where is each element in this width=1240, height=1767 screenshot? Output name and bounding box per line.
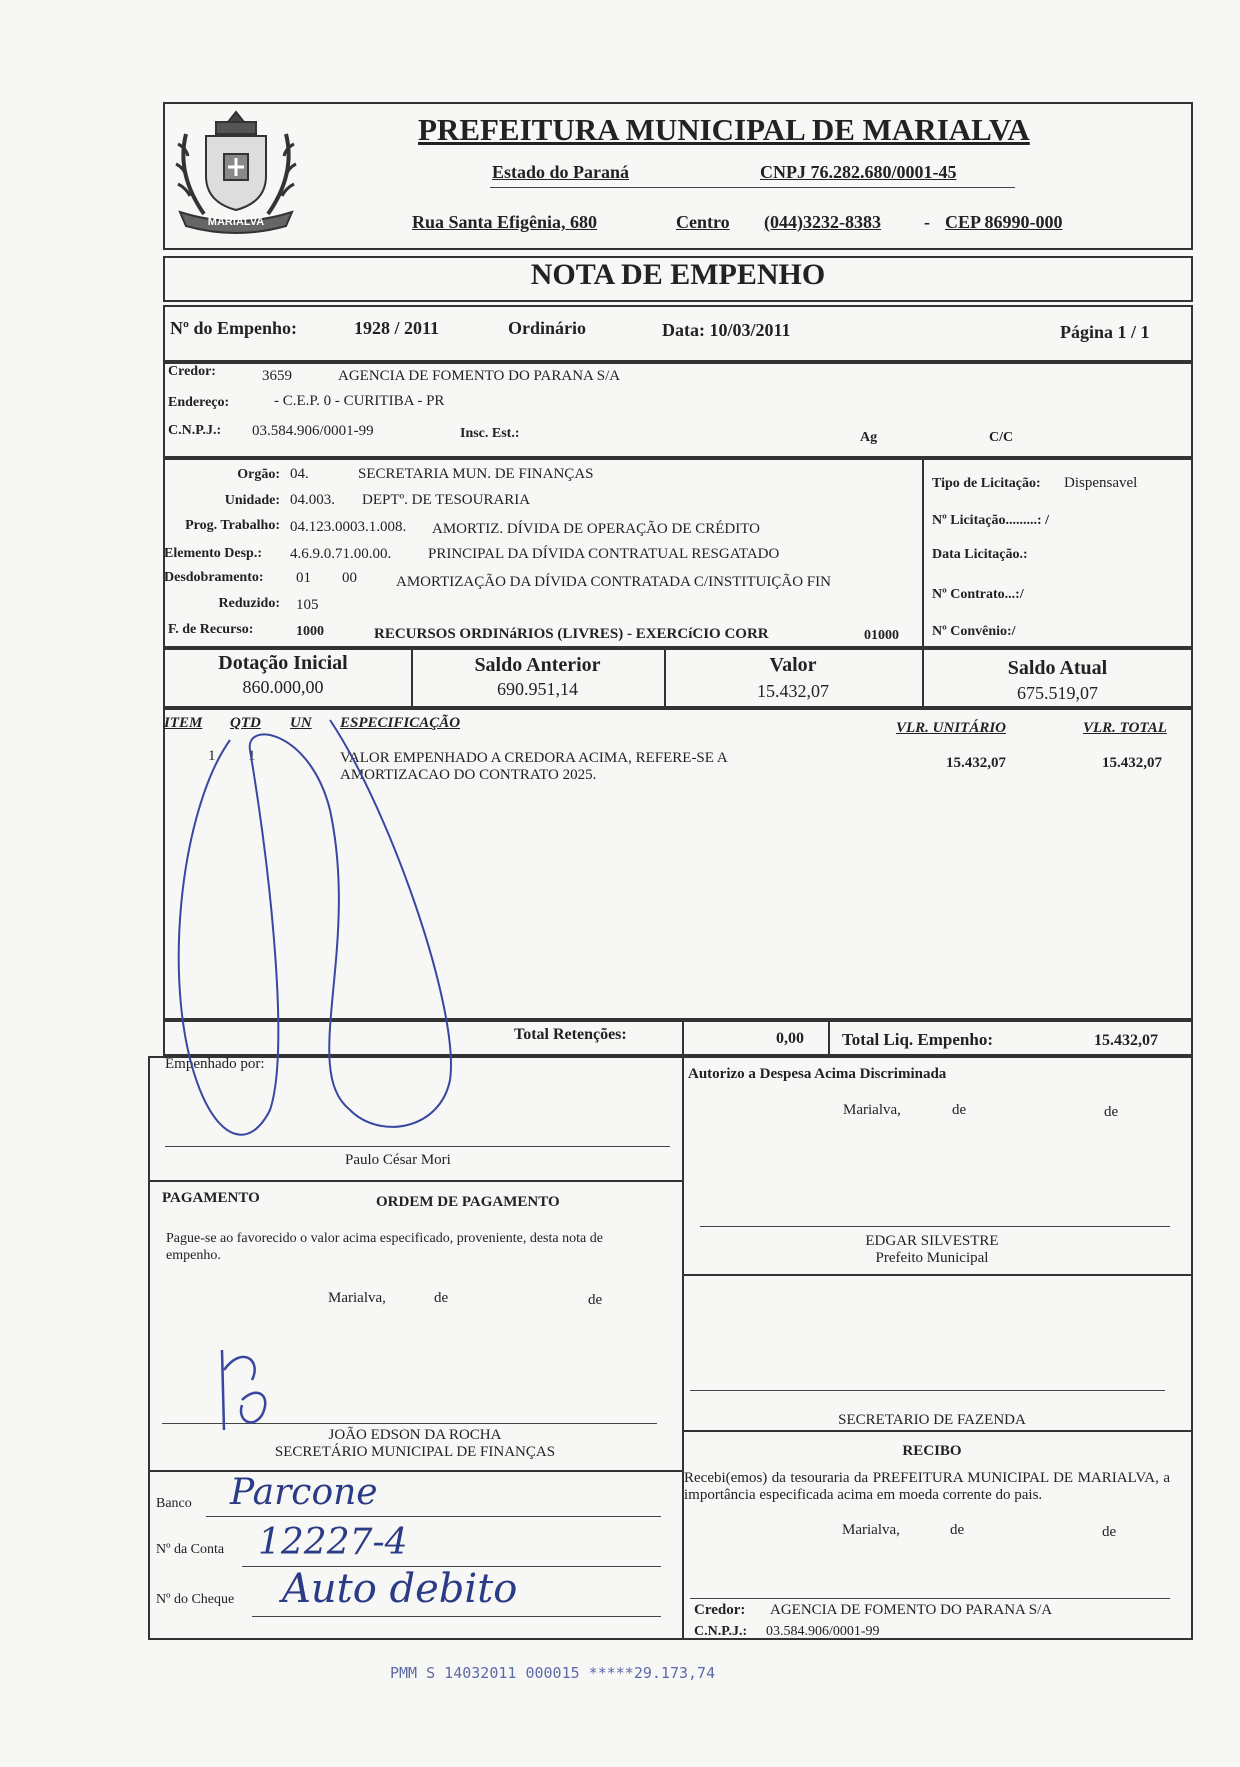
empenhado-name: Paulo César Mori xyxy=(345,1152,451,1168)
elemento-name: PRINCIPAL DA DÍVIDA CONTRATUAL RESGATADO xyxy=(428,546,780,562)
item-spec-line2: AMORTIZACAO DO CONTRATO 2025. xyxy=(340,767,597,783)
licitacao-divider xyxy=(922,458,924,648)
recibo-city: Marialva, xyxy=(842,1522,900,1538)
prefeito-signature-line xyxy=(700,1226,1170,1227)
bottom-stamp: PMM S 14032011 000015 *****29.173,74 xyxy=(390,1664,716,1682)
prog-name: AMORTIZ. DÍVIDA DE OPERAÇÃO DE CRÉDITO xyxy=(432,521,760,537)
licitacao-date: Data Licitação.: xyxy=(932,547,1028,562)
left-div-pagamento xyxy=(148,1180,682,1182)
credor-label: Credor: xyxy=(168,364,216,379)
prefeito-name: EDGAR SILVESTRE xyxy=(865,1233,999,1249)
contract-number: Nº Contrato...:/ xyxy=(932,587,1024,602)
credor-name: AGENCIA DE FOMENTO DO PARANA S/A xyxy=(338,368,621,384)
col-specification: ESPECIFICAÇÃO xyxy=(340,715,461,731)
desdobramento-a: 01 xyxy=(296,570,311,586)
credor-box xyxy=(163,362,1193,458)
empenho-number: 1928 / 2011 xyxy=(354,318,440,338)
item-number: 1 xyxy=(208,748,216,764)
licitacao-number: Nº Licitação.........: / xyxy=(932,513,1049,528)
recibo-cnpj: 03.584.906/0001-99 xyxy=(766,1624,880,1639)
state-name: Estado do Paraná xyxy=(492,162,630,182)
autorizo-label: Autorizo a Despesa Acima Discriminada xyxy=(688,1066,947,1082)
dotacao-value: 860.000,00 xyxy=(242,677,324,697)
state-underline xyxy=(490,187,1015,188)
banco-label: Banco xyxy=(156,1496,192,1511)
totals-div-1 xyxy=(682,1020,684,1056)
col-unit-value: VLR. UNITÁRIO xyxy=(896,720,1007,736)
separator: - xyxy=(924,212,930,232)
recibo-de2: de xyxy=(1102,1524,1117,1540)
item-spec-line1: VALOR EMPENHADO A CREDORA ACIMA, REFERE-SE A xyxy=(340,750,728,766)
recibo-credor-label: Credor: xyxy=(694,1602,746,1618)
recibo-cnpj-label: C.N.P.J.: xyxy=(694,1624,748,1639)
item-unit-value: 15.432,07 xyxy=(946,755,1006,771)
valor-label: Valor xyxy=(769,654,817,676)
signature-scribble-large xyxy=(160,690,480,1160)
licitacao-type-label: Tipo de Licitação: xyxy=(932,476,1041,491)
recibo-label: RECIBO xyxy=(902,1443,962,1459)
col-qtd: QTD xyxy=(230,715,261,731)
recurso-code: 1000 xyxy=(296,624,324,639)
elemento-label: Elemento Desp.: xyxy=(164,546,262,561)
municipality-cnpj: CNPJ 76.282.680/0001-45 xyxy=(760,162,957,182)
liquid-value: 15.432,07 xyxy=(1094,1032,1158,1049)
recibo-de1: de xyxy=(950,1522,965,1538)
saldo-atual-label: Saldo Atual xyxy=(1007,657,1108,679)
signer-role: SECRETÁRIO MUNICIPAL DE FINANÇAS xyxy=(274,1444,556,1460)
insc-est-label: Insc. Est.: xyxy=(460,426,520,441)
fazenda-signature-line xyxy=(690,1390,1165,1391)
recibo-signature-line xyxy=(690,1598,1170,1599)
page-number: Página 1 / 1 xyxy=(1060,322,1150,342)
empenho-date: Data: 10/03/2011 xyxy=(662,320,791,340)
recibo-text: Recebi(emos) da tesouraria da PREFEITURA MUNICIPAL DE MARIALVA, a importância especificada acima em moeda corrente do pais. xyxy=(684,1470,1170,1503)
valor-value: 15.432,07 xyxy=(757,681,829,701)
initials-scribble xyxy=(212,1340,282,1440)
saldo-anterior-label: Saldo Anterior xyxy=(474,654,601,676)
unidade-label: Unidade: xyxy=(224,493,280,508)
orgao-label: Orgão: xyxy=(237,467,280,482)
autorizo-de2: de xyxy=(1104,1104,1119,1120)
prefeito-role: Prefeito Municipal xyxy=(875,1250,989,1266)
banco-line xyxy=(206,1516,661,1517)
phone: (044)3232-8383 xyxy=(764,212,881,232)
cep: CEP 86990-000 xyxy=(945,212,1063,232)
unidade-code: 04.003. xyxy=(290,492,335,508)
conta-handwritten: 12227-4 xyxy=(258,1522,408,1563)
dotacao-label: Dotação Inicial xyxy=(218,652,348,674)
signer-name: JOÃO EDSON DA ROCHA xyxy=(328,1427,502,1443)
autorizo-de1: de xyxy=(952,1102,967,1118)
pagamento-de1: de xyxy=(434,1290,449,1306)
recurso-label: F. de Recurso: xyxy=(168,622,254,637)
ordem-label: ORDEM DE PAGAMENTO xyxy=(376,1194,560,1210)
col-total-value: VLR. TOTAL xyxy=(1083,720,1167,736)
account-label: C/C xyxy=(989,430,1014,445)
desdobramento-name: AMORTIZAÇÃO DA DÍVIDA CONTRATADA C/INSTITUIÇÃO FIN xyxy=(396,574,831,590)
pagamento-city: Marialva, xyxy=(328,1290,386,1306)
recurso-number: 01000 xyxy=(864,628,899,643)
unidade-name: DEPTº. DE TESOURARIA xyxy=(362,492,531,508)
cheque-line xyxy=(252,1616,661,1617)
desdobramento-b: 00 xyxy=(342,570,357,586)
address-label: Endereço: xyxy=(168,395,230,410)
licitacao-type: Dispensavel xyxy=(1064,475,1138,491)
prog-code: 04.123.0003.1.008. xyxy=(290,519,407,535)
agency-label: Ag xyxy=(860,430,878,445)
col-item: ITEM xyxy=(164,715,203,731)
col-un: UN xyxy=(290,715,312,731)
prog-label: Prog. Trabalho: xyxy=(185,518,280,533)
credor-address: - C.E.P. 0 - CURITIBA - PR xyxy=(274,393,445,409)
cnpj-label: C.N.P.J.: xyxy=(168,423,222,438)
saldo-atual-value: 675.519,07 xyxy=(1017,683,1098,703)
right-div-secretario xyxy=(682,1274,1193,1276)
municipal-crest xyxy=(166,104,306,242)
credor-cnpj: 03.584.906/0001-99 xyxy=(252,423,374,439)
retencoes-label: Total Retenções: xyxy=(514,1026,627,1043)
pagamento-text: Pague-se ao favorecido o valor acima especificado, proveniente, desta nota de empenho. xyxy=(166,1231,603,1263)
item-qty: 1 xyxy=(248,748,256,764)
crest-banner-text: MARIALVA xyxy=(207,216,265,228)
cheque-label: Nº do Cheque xyxy=(156,1592,235,1607)
elemento-code: 4.6.9.0.71.00.00. xyxy=(290,546,392,562)
municipality-title: PREFEITURA MUNICIPAL DE MARIALVA xyxy=(418,112,1030,147)
autorizo-city: Marialva, xyxy=(843,1102,901,1118)
totals-div-2 xyxy=(828,1020,830,1056)
credor-code: 3659 xyxy=(262,368,292,384)
pagamento-label: PAGAMENTO xyxy=(162,1190,260,1206)
recurso-name: RECURSOS ORDINáRIOS (LIVRES) - EXERCíCIO CORR xyxy=(374,626,769,642)
pagamento-de2: de xyxy=(588,1292,603,1308)
lower-center-divider xyxy=(682,1056,684,1640)
document-title: NOTA DE EMPENHO xyxy=(530,258,826,291)
empenho-label: Nº do Empenho: xyxy=(170,318,297,338)
fazenda-role: SECRETARIO DE FAZENDA xyxy=(838,1412,1026,1428)
cheque-handwritten: Auto debito xyxy=(282,1566,518,1612)
desdobramento-label: Desdobramento: xyxy=(164,570,264,585)
retencoes-value: 0,00 xyxy=(776,1030,804,1047)
convenio-number: Nº Convênio:/ xyxy=(932,624,1016,639)
orgao-code: 04. xyxy=(290,466,309,482)
district: Centro xyxy=(676,212,730,232)
recibo-credor: AGENCIA DE FOMENTO DO PARANA S/A xyxy=(770,1602,1053,1618)
empenho-type: Ordinário xyxy=(508,318,587,338)
saldo-anterior-value: 690.951,14 xyxy=(497,679,578,699)
item-total-value: 15.432,07 xyxy=(1102,755,1162,771)
conta-label: Nº da Conta xyxy=(156,1542,225,1557)
empenhado-label: Empenhado por: xyxy=(165,1056,265,1072)
reduzido-value: 105 xyxy=(296,597,319,613)
banco-handwritten: Parcone xyxy=(230,1472,378,1513)
right-div-recibo xyxy=(682,1430,1193,1432)
liquid-label: Total Liq. Empenho: xyxy=(842,1030,993,1049)
left-div-banco xyxy=(148,1470,682,1472)
orgao-name: SECRETARIA MUN. DE FINANÇAS xyxy=(358,466,594,482)
reduzido-label: Reduzido: xyxy=(218,596,280,611)
street-address: Rua Santa Efigênia, 680 xyxy=(412,212,598,232)
